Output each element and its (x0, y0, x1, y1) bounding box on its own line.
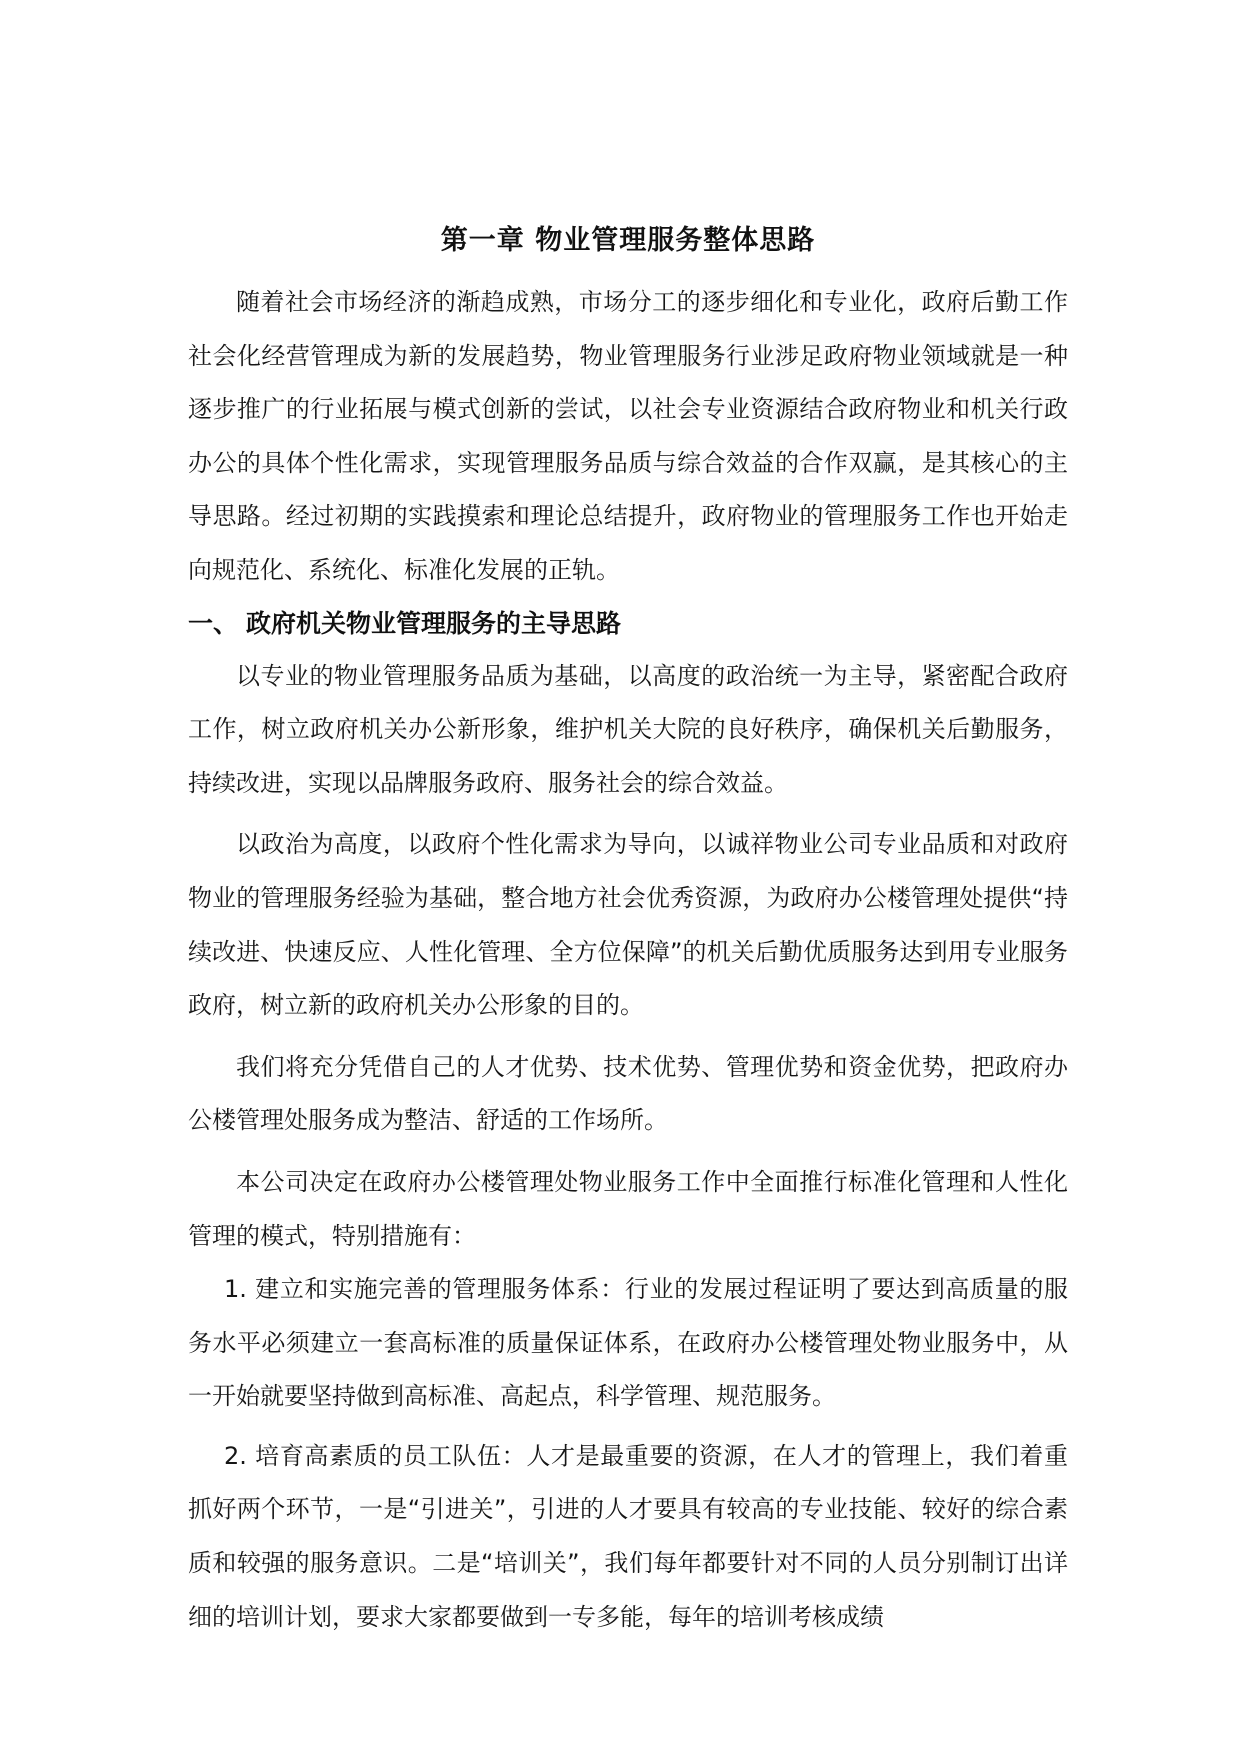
section-number: 一、 (188, 608, 239, 638)
page-content (188, 215, 1068, 1644)
measure-item: 2. 培育高素质的员工队伍：人才是最重要的资源，在人才的管理上，我们着重抓好两个环节，一是“引进关”，引进的人才要具有较高的专业技能、较好的综合素质和较强的服务意识。二是“培训关”，我们每年都要针对不同的人员分别制订出详细的培训计划，要求大家都要做到一专多能，每年的培训考核成绩 (188, 1441, 1068, 1631)
chapter-title: 第一章 物业管理服务整体思路 (440, 225, 816, 256)
measure-item: 1. 建立和实施完善的管理服务体系：行业的发展过程证明了要达到高质量的服务水平必须建立一套高标准的质量保证体系，在政府办公楼管理处物业服务中，从一开始就要坚持做到高标准、高起点，科学管理、规范服务。 (188, 1275, 1068, 1411)
body-paragraph: 以政治为高度，以政府个性化需求为导向，以诚祥物业公司专业品质和对政府物业的管理服务经验为基础，整合地方社会优秀资源，为政府办公楼管理处提供“持续改进、快速反应、人性化管理、全方位保障”的机关后勤优质服务达到用专业服务政府，树立新的政府机关办公形象的目的。 (188, 830, 1068, 1020)
body-paragraph: 本公司决定在政府办公楼管理处物业服务工作中全面推行标准化管理和人性化管理的模式，特别措施有： (188, 1167, 1068, 1250)
section-heading (188, 598, 1068, 650)
intro-paragraph: 随着社会市场经济的渐趋成熟，市场分工的逐步细化和专业化，政府后勤工作社会化经营管理成为新的发展趋势，物业管理服务行业涉足政府物业领域就是一种逐步推广的行业拓展与模式创新的尝试，以社会专业资源结合政府物业和机关行政办公的具体个性化需求，实现管理服务品质与综合效益的合作双赢，是其核心的主导思路。经过初期的实践摸索和理论总结提升，政府物业的管理服务工作也开始走向规范化、系统化、标准化发展的正轨。 (188, 288, 1068, 584)
body-paragraph: 我们将充分凭借自己的人才优势、技术优势、管理优势和资金优势，把政府办公楼管理处服务成为整洁、舒适的工作场所。 (188, 1052, 1068, 1135)
section-title: 政府机关物业管理服务的主导思路 (246, 608, 622, 638)
body-paragraph: 以专业的物业管理服务品质为基础，以高度的政治统一为主导，紧密配合政府工作，树立政府机关办公新形象，维护机关大院的良好秩序，确保机关后勤服务，持续改进，实现以品牌服务政府、服务社会的综合效益。 (188, 661, 1068, 797)
